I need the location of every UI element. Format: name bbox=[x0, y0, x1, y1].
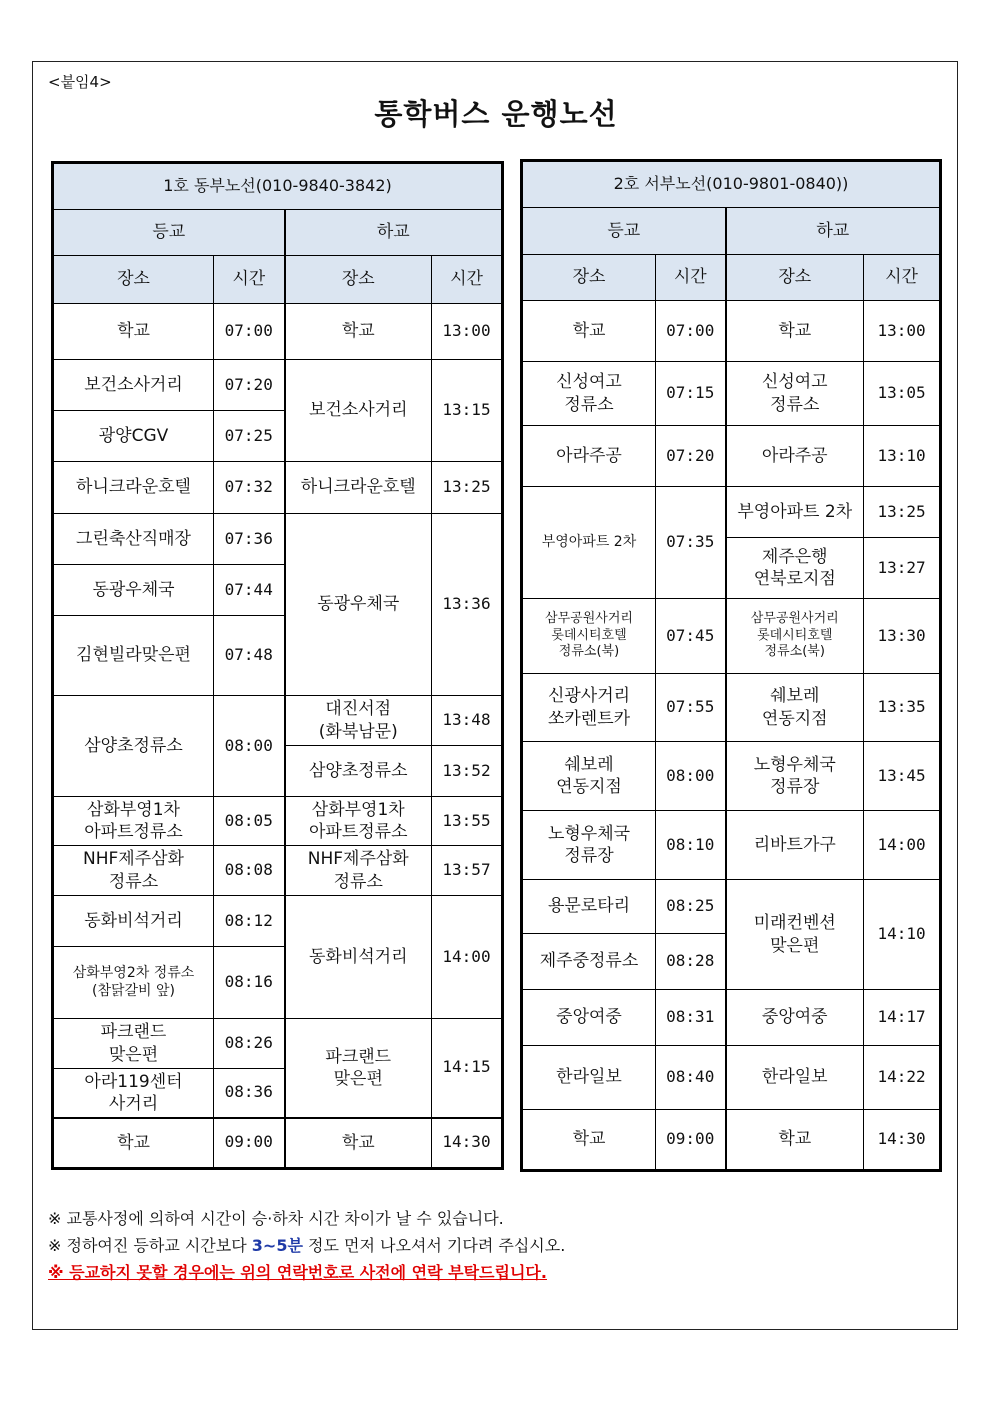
route2-go-time: 08:25 bbox=[656, 880, 726, 934]
note-traffic: ※ 교통사정에 의하여 시간이 승·하차 시간 차이가 날 수 있습니다. bbox=[48, 1209, 504, 1228]
route2-go-time: 08:10 bbox=[656, 811, 726, 880]
route1-return-time: 13:52 bbox=[432, 746, 503, 797]
route1-return-place: 삼양초정류소 bbox=[285, 746, 432, 797]
route1-return-time-header: 시간 bbox=[432, 256, 503, 304]
route1-return-time: 13:57 bbox=[432, 846, 503, 896]
route2-go-place: 한라일보 bbox=[522, 1046, 656, 1110]
route1-go-time: 07:00 bbox=[214, 304, 285, 360]
route1-go-time: 07:32 bbox=[214, 462, 285, 514]
note-absence: ※ 등교하지 못할 경우에는 위의 연락번호로 사전에 연락 부탁드립니다. bbox=[48, 1263, 547, 1282]
route1-go-place: 그린축산직매장 bbox=[53, 514, 214, 565]
route1-go-place: 학교 bbox=[53, 304, 214, 360]
route2-return-time: 14:17 bbox=[864, 990, 941, 1046]
route2-return-time: 14:00 bbox=[864, 811, 941, 880]
route1-return-time: 13:48 bbox=[432, 696, 503, 746]
route1-go-place: 하니크라운호텔 bbox=[53, 462, 214, 514]
route2-go-time: 07:15 bbox=[656, 362, 726, 426]
route2-go-time: 08:31 bbox=[656, 990, 726, 1046]
route1-go-time: 07:36 bbox=[214, 514, 285, 565]
route2-go-time: 07:45 bbox=[656, 599, 726, 674]
route2-return-time: 14:30 bbox=[864, 1110, 941, 1171]
route2-return-time: 13:35 bbox=[864, 674, 941, 742]
page-title: 통학버스 운행노선 bbox=[374, 97, 618, 131]
route2-go-place-header: 장소 bbox=[522, 255, 656, 301]
route1-go-time: 07:25 bbox=[214, 411, 285, 462]
route2-return-time-header: 시간 bbox=[864, 255, 941, 301]
route1-return-time: 13:00 bbox=[432, 304, 503, 360]
route1-return-place-header: 장소 bbox=[285, 256, 432, 304]
route2-return-time: 14:10 bbox=[864, 880, 941, 990]
route1-return-place: 동화비석거리 bbox=[285, 896, 432, 1019]
route2-return-time: 14:22 bbox=[864, 1046, 941, 1110]
route2-title: 2호 서부노선(010-9801-0840)) bbox=[522, 161, 941, 208]
route1-go-place: 학교 bbox=[53, 1118, 214, 1169]
route2-return-time: 13:30 bbox=[864, 599, 941, 674]
route2-return-time: 13:00 bbox=[864, 301, 941, 362]
route1-go-time: 08:12 bbox=[214, 896, 285, 947]
route2-go-time: 07:20 bbox=[656, 426, 726, 487]
route2-return-place: 리바트가구 bbox=[726, 811, 864, 880]
route2-go-time: 08:40 bbox=[656, 1046, 726, 1110]
route1-return-place: 동광우체국 bbox=[285, 514, 432, 696]
route2-return-place: 신성여고 정류소 bbox=[726, 362, 864, 426]
route1-return-time: 14:00 bbox=[432, 896, 503, 1019]
route1-return-place: 학교 bbox=[285, 304, 432, 360]
route2-return-place: 중앙여중 bbox=[726, 990, 864, 1046]
notes bbox=[48, 1205, 565, 1286]
route2-go-time: 07:35 bbox=[656, 487, 726, 599]
route1-go-time: 07:20 bbox=[214, 360, 285, 411]
route2-go-time: 07:55 bbox=[656, 674, 726, 742]
route1-go-place-header: 장소 bbox=[53, 256, 214, 304]
route1-return-place: 보건소사거리 bbox=[285, 360, 432, 462]
route2-go-place: 아라주공 bbox=[522, 426, 656, 487]
route1-go-place: 광양CGV bbox=[53, 411, 214, 462]
route2-return-place: 노형우체국 정류장 bbox=[726, 742, 864, 811]
route1-go-place: 보건소사거리 bbox=[53, 360, 214, 411]
route1-go-header: 등교 bbox=[53, 210, 285, 256]
route2-go-place: 신성여고 정류소 bbox=[522, 362, 656, 426]
route2-return-place: 삼무공원사거리 롯데시티호텔 정류소(북) bbox=[726, 599, 864, 674]
route2-go-place: 학교 bbox=[522, 1110, 656, 1171]
route1-title: 1호 동부노선(010-9840-3842) bbox=[53, 163, 503, 210]
route2-return-time: 13:05 bbox=[864, 362, 941, 426]
route1-go-place: 아라119센터 사거리 bbox=[53, 1069, 214, 1118]
route1-go-place: NHF제주삼화 정류소 bbox=[53, 846, 214, 896]
note-arrival bbox=[48, 1232, 565, 1259]
route1-go-place: 삼화부영1차 아파트정류소 bbox=[53, 797, 214, 846]
note-arrival-highlight: 3~5분 bbox=[251, 1236, 303, 1255]
route2-go-place: 용문로타리 bbox=[522, 880, 656, 934]
route2-return-place: 한라일보 bbox=[726, 1046, 864, 1110]
route1-go-place: 삼화부영2차 정류소 (참닭갈비 앞) bbox=[53, 947, 214, 1019]
route1-go-place: 삼양초정류소 bbox=[53, 696, 214, 797]
route2-go-time-header: 시간 bbox=[656, 255, 726, 301]
route1-go-place: 동광우체국 bbox=[53, 565, 214, 616]
route1-go-time: 08:16 bbox=[214, 947, 285, 1019]
route1-return-place: 삼화부영1차 아파트정류소 bbox=[285, 797, 432, 846]
route2-return-place-header: 장소 bbox=[726, 255, 864, 301]
route2-return-header: 하교 bbox=[726, 208, 941, 255]
route2-go-time: 08:00 bbox=[656, 742, 726, 811]
route1-return-time: 13:55 bbox=[432, 797, 503, 846]
route2-return-place: 아라주공 bbox=[726, 426, 864, 487]
route2-go-time: 07:00 bbox=[656, 301, 726, 362]
route2-return-time: 13:10 bbox=[864, 426, 941, 487]
route1-return-place: 대진서점 (화북남문) bbox=[285, 696, 432, 746]
route1-go-place: 동화비석거리 bbox=[53, 896, 214, 947]
route1-go-time: 09:00 bbox=[214, 1118, 285, 1169]
route2-go-place: 삼무공원사거리 롯데시티호텔 정류소(북) bbox=[522, 599, 656, 674]
route1-go-time: 08:08 bbox=[214, 846, 285, 896]
route2-go-header: 등교 bbox=[522, 208, 726, 255]
route1-go-time: 08:26 bbox=[214, 1019, 285, 1069]
route1-return-place: 학교 bbox=[285, 1118, 432, 1169]
route1-return-header: 하교 bbox=[285, 210, 503, 256]
route2-return-place: 제주은행 연북로지점 bbox=[726, 538, 864, 599]
route2-return-place: 쉐보레 연동지점 bbox=[726, 674, 864, 742]
route2-go-place: 부영아파트 2차 bbox=[522, 487, 656, 599]
route2-go-place: 노형우체국 정류장 bbox=[522, 811, 656, 880]
route1-return-place: 파크랜드 맞은편 bbox=[285, 1019, 432, 1118]
route1-return-place: NHF제주삼화 정류소 bbox=[285, 846, 432, 896]
route1-go-time: 07:48 bbox=[214, 616, 285, 696]
route2-go-place: 쉐보레 연동지점 bbox=[522, 742, 656, 811]
route1-return-time: 13:15 bbox=[432, 360, 503, 462]
route2-go-place: 제주중정류소 bbox=[522, 934, 656, 990]
route2-go-place: 중앙여중 bbox=[522, 990, 656, 1046]
route1-return-time: 14:30 bbox=[432, 1118, 503, 1169]
route1-go-place: 파크랜드 맞은편 bbox=[53, 1019, 214, 1069]
route1-return-place: 하니크라운호텔 bbox=[285, 462, 432, 514]
route1-go-time-header: 시간 bbox=[214, 256, 285, 304]
route1-go-place: 김현빌라맞은편 bbox=[53, 616, 214, 696]
route1-go-time: 08:05 bbox=[214, 797, 285, 846]
note-arrival-text: ※ 정하여진 등하교 시간보다 bbox=[48, 1236, 252, 1255]
route2-return-place: 미래컨벤션 맞은편 bbox=[726, 880, 864, 990]
route1-return-time: 14:15 bbox=[432, 1019, 503, 1118]
route1-table bbox=[51, 161, 504, 1170]
route2-return-time: 13:25 bbox=[864, 487, 941, 538]
route2-return-time: 13:27 bbox=[864, 538, 941, 599]
route2-go-time: 09:00 bbox=[656, 1110, 726, 1171]
route1-go-time: 08:00 bbox=[214, 696, 285, 797]
route2-go-time: 08:28 bbox=[656, 934, 726, 990]
route2-return-place: 부영아파트 2차 bbox=[726, 487, 864, 538]
route2-table bbox=[520, 159, 942, 1172]
attachment-label: <붙임4> bbox=[48, 73, 112, 91]
route2-go-place: 학교 bbox=[522, 301, 656, 362]
route2-return-place: 학교 bbox=[726, 1110, 864, 1171]
route2-go-place: 신광사거리 쏘카렌트카 bbox=[522, 674, 656, 742]
route1-go-time: 07:44 bbox=[214, 565, 285, 616]
note-arrival-text-end: 정도 먼저 나오셔서 기다려 주십시오. bbox=[302, 1236, 566, 1255]
route1-return-time: 13:25 bbox=[432, 462, 503, 514]
route1-go-time: 08:36 bbox=[214, 1069, 285, 1118]
route2-return-time: 13:45 bbox=[864, 742, 941, 811]
route2-return-place: 학교 bbox=[726, 301, 864, 362]
route1-return-time: 13:36 bbox=[432, 514, 503, 696]
